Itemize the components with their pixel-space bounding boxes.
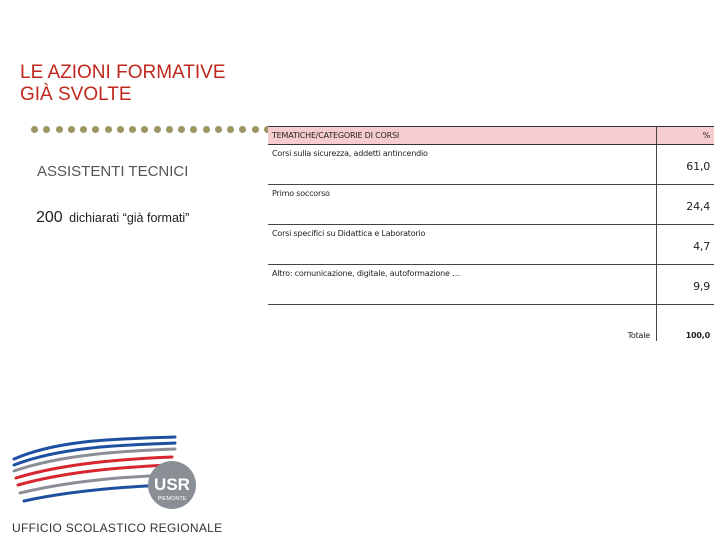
dotted-divider xyxy=(31,126,283,134)
divider-dot xyxy=(190,126,197,133)
row-percent: 4,7 xyxy=(657,225,715,265)
header-category: TEMATICHE/CATEGORIE DI CORSI xyxy=(268,127,657,145)
divider-dot xyxy=(43,126,50,133)
divider-dot xyxy=(166,126,173,133)
row-category: Corsi specifici su Didattica e Laboratorio xyxy=(268,225,657,265)
divider-dot xyxy=(239,126,246,133)
row-percent: 9,9 xyxy=(657,265,715,305)
row-category: Corsi sulla sicurezza, addetti antincendio xyxy=(268,145,657,185)
table-row xyxy=(268,145,714,185)
formed-label: dichiarati “già formati” xyxy=(69,211,190,225)
table-row xyxy=(268,185,714,225)
table-total-row xyxy=(268,305,714,342)
divider-dot xyxy=(80,126,87,133)
divider-dot xyxy=(129,126,136,133)
slide-title-line-1: LE AZIONI FORMATIVE xyxy=(20,62,226,83)
divider-dot xyxy=(203,126,210,133)
divider-dot xyxy=(92,126,99,133)
table-row xyxy=(268,225,714,265)
divider-dot xyxy=(117,126,124,133)
divider-dot xyxy=(141,126,148,133)
header-percent: % xyxy=(657,127,715,145)
slide-title xyxy=(20,62,226,106)
row-percent: 61,0 xyxy=(657,145,715,185)
row-category: Primo soccorso xyxy=(268,185,657,225)
courses-table xyxy=(268,126,714,341)
staff-category-heading: ASSISTENTI TECNICI xyxy=(37,163,189,180)
divider-dot xyxy=(178,126,185,133)
slide-title-line-2: GIÀ SVOLTE xyxy=(20,84,132,105)
total-label: Totale xyxy=(268,305,657,342)
row-percent: 24,4 xyxy=(657,185,715,225)
row-category: Altro: comunicazione, digitale, autoformazione … xyxy=(268,265,657,305)
divider-dot xyxy=(252,126,259,133)
divider-dot xyxy=(227,126,234,133)
table-header-row xyxy=(268,127,714,145)
divider-dot xyxy=(68,126,75,133)
divider-dot xyxy=(56,126,63,133)
logo-usr-text: USR xyxy=(154,475,190,494)
divider-dot xyxy=(105,126,112,133)
divider-dot xyxy=(215,126,222,133)
logo-region-text: PIEMONTE xyxy=(157,496,187,502)
formed-summary xyxy=(36,209,189,227)
formed-count: 200 xyxy=(36,209,63,226)
table-row xyxy=(268,265,714,305)
divider-dot xyxy=(31,126,38,133)
divider-dot xyxy=(154,126,161,133)
logo-caption: UFFICIO SCOLASTICO REGIONALE xyxy=(12,521,223,535)
total-value: 100,0 xyxy=(685,331,710,340)
